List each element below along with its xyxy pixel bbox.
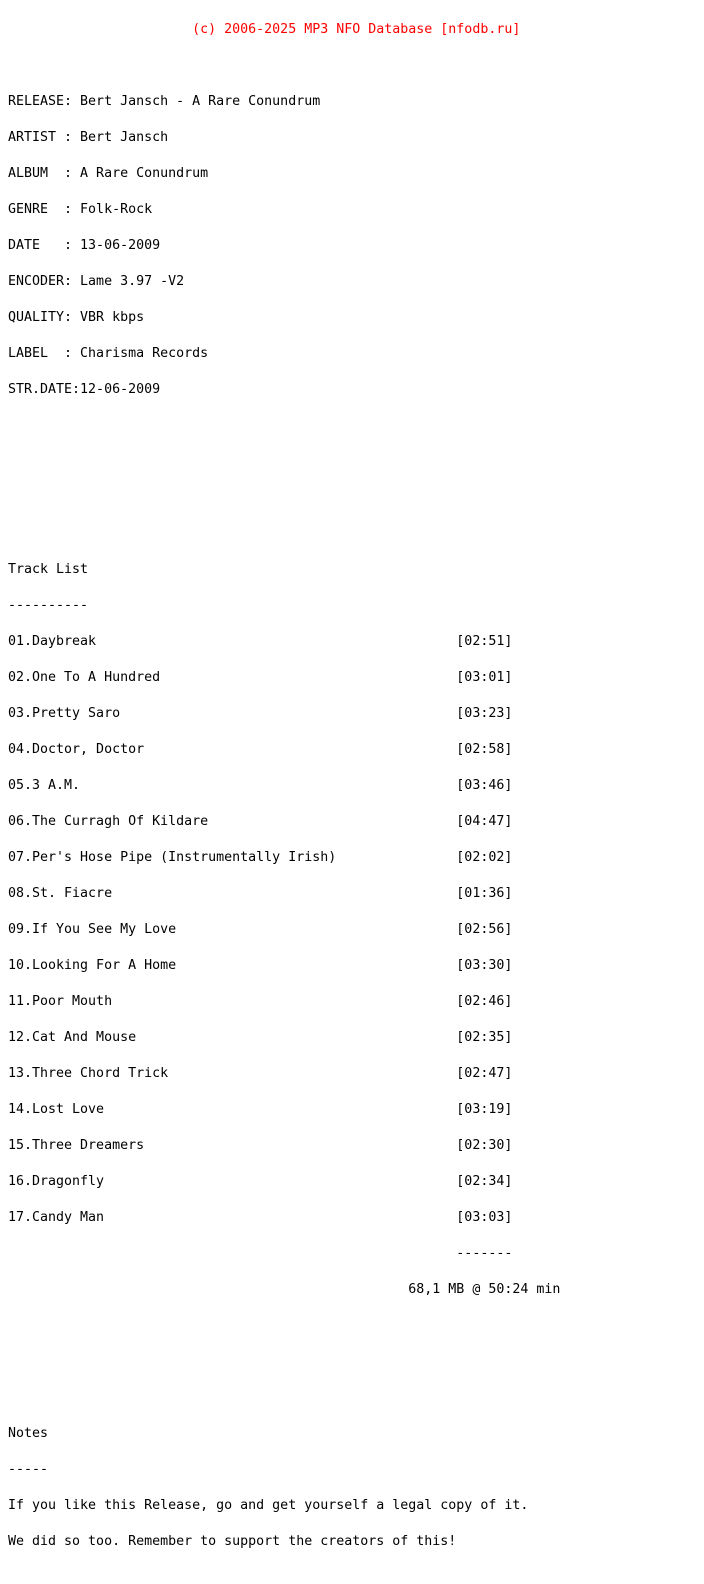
release-field: RELEASE: Bert Jansch - A Rare Conundrum (8, 94, 321, 109)
track-list-underline: ---------- (8, 598, 89, 613)
quality-field: QUALITY: VBR kbps (8, 310, 145, 325)
copyright-banner: (c) 2006-2025 MP3 NFO Database [nfodb.ru] (8, 22, 521, 37)
spacer (8, 456, 560, 468)
notes-line: If you like this Release, go and get yourself a legal copy of it. (8, 1498, 529, 1513)
track-row: 10.Looking For A Home [03:30] (8, 958, 513, 973)
track-row: 04.Doctor, Doctor [02:58] (8, 742, 513, 757)
spacer (8, 492, 560, 504)
spacer (8, 1356, 560, 1368)
track-row: 13.Three Chord Trick [02:47] (8, 1066, 513, 1081)
notes-underline: ----- (8, 1462, 49, 1477)
notes-section (8, 1404, 560, 1572)
total-size-duration: 68,1 MB @ 50:24 min (8, 1282, 561, 1297)
track-row: 08.St. Fiacre [01:36] (8, 886, 513, 901)
release-header (8, 72, 560, 420)
track-row: 11.Poor Mouth [02:46] (8, 994, 513, 1009)
encoder-field: ENCODER: Lame 3.97 -V2 (8, 274, 185, 289)
track-list-title: Track List (8, 562, 89, 577)
notes-title: Notes (8, 1426, 49, 1441)
artist-field: ARTIST : Bert Jansch (8, 130, 169, 145)
track-row: 16.Dragonfly [02:34] (8, 1174, 513, 1189)
street-date-field: STR.DATE:12-06-2009 (8, 382, 161, 397)
track-row: 15.Three Dreamers [02:30] (8, 1138, 513, 1153)
track-row: 14.Lost Love [03:19] (8, 1102, 513, 1117)
track-row: 17.Candy Man [03:03] (8, 1210, 513, 1225)
track-row: 09.If You See My Love [02:56] (8, 922, 513, 937)
notes-line: We did so too. Remember to support the creators of this! (8, 1534, 457, 1549)
genre-field: GENRE : Folk-Rock (8, 202, 153, 217)
label-field: LABEL : Charisma Records (8, 346, 209, 361)
track-row: 07.Per's Hose Pipe (Instrumentally Irish) [02:02] (8, 850, 513, 865)
total-rule: ------- (8, 1246, 513, 1261)
album-field: ALBUM : A Rare Conundrum (8, 166, 209, 181)
track-row: 06.The Curragh Of Kildare [04:47] (8, 814, 513, 829)
track-row: 01.Daybreak [02:51] (8, 634, 513, 649)
date-field: DATE : 13-06-2009 (8, 238, 161, 253)
track-row: 02.One To A Hundred [03:01] (8, 670, 513, 685)
nfo-document (8, 0, 560, 1584)
track-row: 05.3 A.M. [03:46] (8, 778, 513, 793)
track-row: 12.Cat And Mouse [02:35] (8, 1030, 513, 1045)
track-row: 03.Pretty Saro [03:23] (8, 706, 513, 721)
track-list-section (8, 540, 560, 1320)
